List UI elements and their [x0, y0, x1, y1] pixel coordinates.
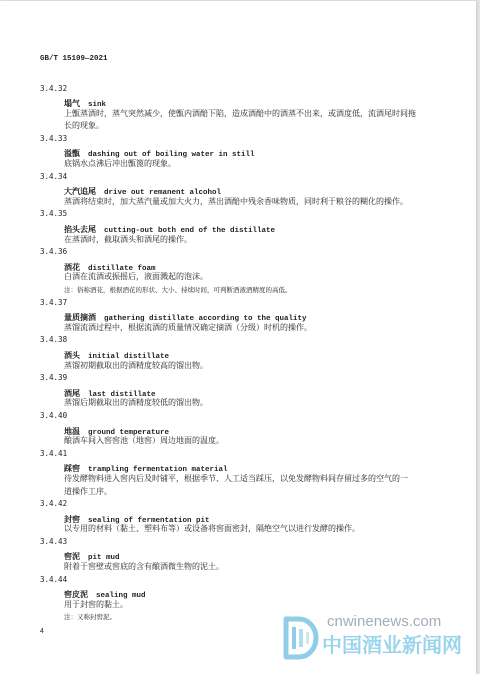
term-definition: 蒸馏流酒过程中，根据流酒的质量情况确定摘酒（分级）时机的操作。: [64, 322, 312, 332]
term-en: drive out remanent alcohol: [104, 189, 222, 198]
term-en: sealing mud: [96, 592, 146, 601]
term-definition: 待发酵物料进入窖内后及时铺平，根据季节、人工适当踩压，以免发酵物料间存留过多的空气的一: [64, 473, 408, 483]
term-heading: [40, 145, 440, 158]
term-en: sink: [88, 101, 107, 110]
term-definition: 道操作工序。: [64, 486, 112, 496]
term-definition: 蒸酒将结束时，加大蒸汽量或加大火力，蒸出酒醅中残余香味物质，同时利于粮谷的糊化的操作。: [64, 196, 408, 206]
term-definition: 蒸馏初期截取出的酒精度较高的馏出物。: [64, 360, 208, 370]
term-zh: 溢甑: [64, 149, 80, 159]
term-definition: 上甑蒸酒时，蒸气突然减少，使甑内酒醅下陷，造成酒醅中的酒蒸不出来，或酒度低，流酒尾时间拖: [64, 108, 416, 118]
term-entry: [40, 297, 440, 335]
term-zh: 踩窖: [64, 464, 80, 474]
term-number: 3.4.38: [40, 335, 68, 345]
term-heading: [40, 221, 440, 234]
term-definition: 酿酒车间入窖窖池（地窖）周边地面的温度。: [64, 436, 224, 446]
term-number: 3.4.32: [40, 83, 68, 93]
term-zh: 大汽追尾: [64, 187, 96, 197]
term-note: 注：俗称酒花，根据酒花的形状、大小、持续时间，可判断酒液酒精度的高低。: [64, 286, 292, 294]
term-number: 3.4.41: [40, 448, 68, 458]
term-zh: 封窖: [64, 514, 80, 524]
term-zh: 酒尾: [64, 388, 80, 398]
term-heading: [40, 460, 440, 473]
term-zh: 量质摘酒: [64, 313, 96, 323]
term-definition: 长的现象。: [64, 121, 104, 131]
term-heading: [40, 183, 440, 196]
term-heading: [40, 548, 440, 561]
term-entry: [40, 133, 440, 171]
term-en: trampling fermentation material: [88, 466, 228, 475]
term-heading: [40, 423, 440, 436]
term-number: 3.4.36: [40, 247, 68, 257]
term-entry: [40, 334, 440, 372]
term-zh: 窖泥: [64, 552, 80, 562]
term-number: 3.4.33: [40, 133, 68, 143]
term-number: 3.4.39: [40, 373, 68, 383]
term-number: 3.4.34: [40, 171, 68, 181]
standard-code-header: GB/T 15109—2021: [40, 55, 108, 63]
term-list: [40, 83, 440, 625]
term-definition: 蒸馏后期截取出的酒精度较低的馏出物。: [64, 398, 208, 408]
term-number: 3.4.43: [40, 536, 68, 546]
term-heading: [40, 511, 440, 524]
term-entry: [40, 536, 440, 574]
term-heading: [40, 95, 440, 108]
term-zh: 酒花: [64, 262, 80, 272]
term-en: last distillate: [88, 390, 156, 399]
term-definition: 在蒸酒时，截取酒头和酒尾的操作。: [64, 234, 192, 244]
term-zh: 塌气: [64, 99, 80, 109]
term-heading: [40, 586, 440, 599]
term-en: dashing out of boiling water in still: [88, 151, 255, 160]
term-en: ground temperature: [88, 428, 170, 437]
term-entry: [40, 372, 440, 410]
term-definition: 用于封窖的黏土。: [64, 599, 128, 609]
term-entry: [40, 448, 440, 498]
term-zh: 掐头去尾: [64, 225, 96, 235]
term-entry: [40, 246, 440, 296]
term-en: distillate foam: [88, 264, 156, 273]
term-entry: [40, 83, 440, 133]
term-heading: [40, 385, 440, 398]
term-zh: 地温: [64, 426, 80, 436]
term-zh: 窖皮泥: [64, 590, 88, 600]
term-heading: [40, 347, 440, 360]
term-en: pit mud: [88, 554, 120, 563]
term-number: 3.4.37: [40, 297, 68, 307]
term-definition: 白酒在流酒或振摇后，液面溅起的泡沫。: [64, 272, 208, 282]
term-note: 注：又称封窖泥。: [64, 613, 116, 622]
term-definition: 附着于窖壁或窖底的含有酿酒微生物的泥土。: [64, 562, 224, 572]
term-en: initial distillate: [88, 352, 170, 361]
watermark-name-text: 中国酒业新闻网: [322, 633, 462, 657]
term-entry: [40, 171, 440, 209]
term-number: 3.4.35: [40, 209, 68, 219]
term-en: sealing of fermentation pit: [88, 516, 210, 525]
term-heading: [40, 309, 440, 322]
term-entry: [40, 498, 440, 536]
term-number: 3.4.44: [40, 574, 68, 584]
watermark-site-text: cnwinenews.com: [327, 613, 442, 630]
term-en: cutting-out both end of the distillate: [104, 227, 276, 236]
cnwinenews-logo-icon: [281, 614, 321, 662]
term-definition: 底锅水点沸后冲出甑篦的现象。: [64, 159, 176, 169]
term-en: gathering distillate according to the quality: [104, 315, 307, 324]
document-page: [0, 1, 476, 674]
term-definition: 以专用的材料（黏土、塑料布等）或设备将窖面密封，隔绝空气以进行发酵的操作。: [64, 524, 360, 534]
term-heading: [40, 259, 440, 272]
term-number: 3.4.40: [40, 410, 68, 420]
page-number: 4: [40, 628, 44, 635]
term-entry: [40, 410, 440, 448]
term-entry: [40, 208, 440, 246]
term-zh: 酒头: [64, 350, 80, 360]
term-number: 3.4.42: [40, 499, 68, 509]
